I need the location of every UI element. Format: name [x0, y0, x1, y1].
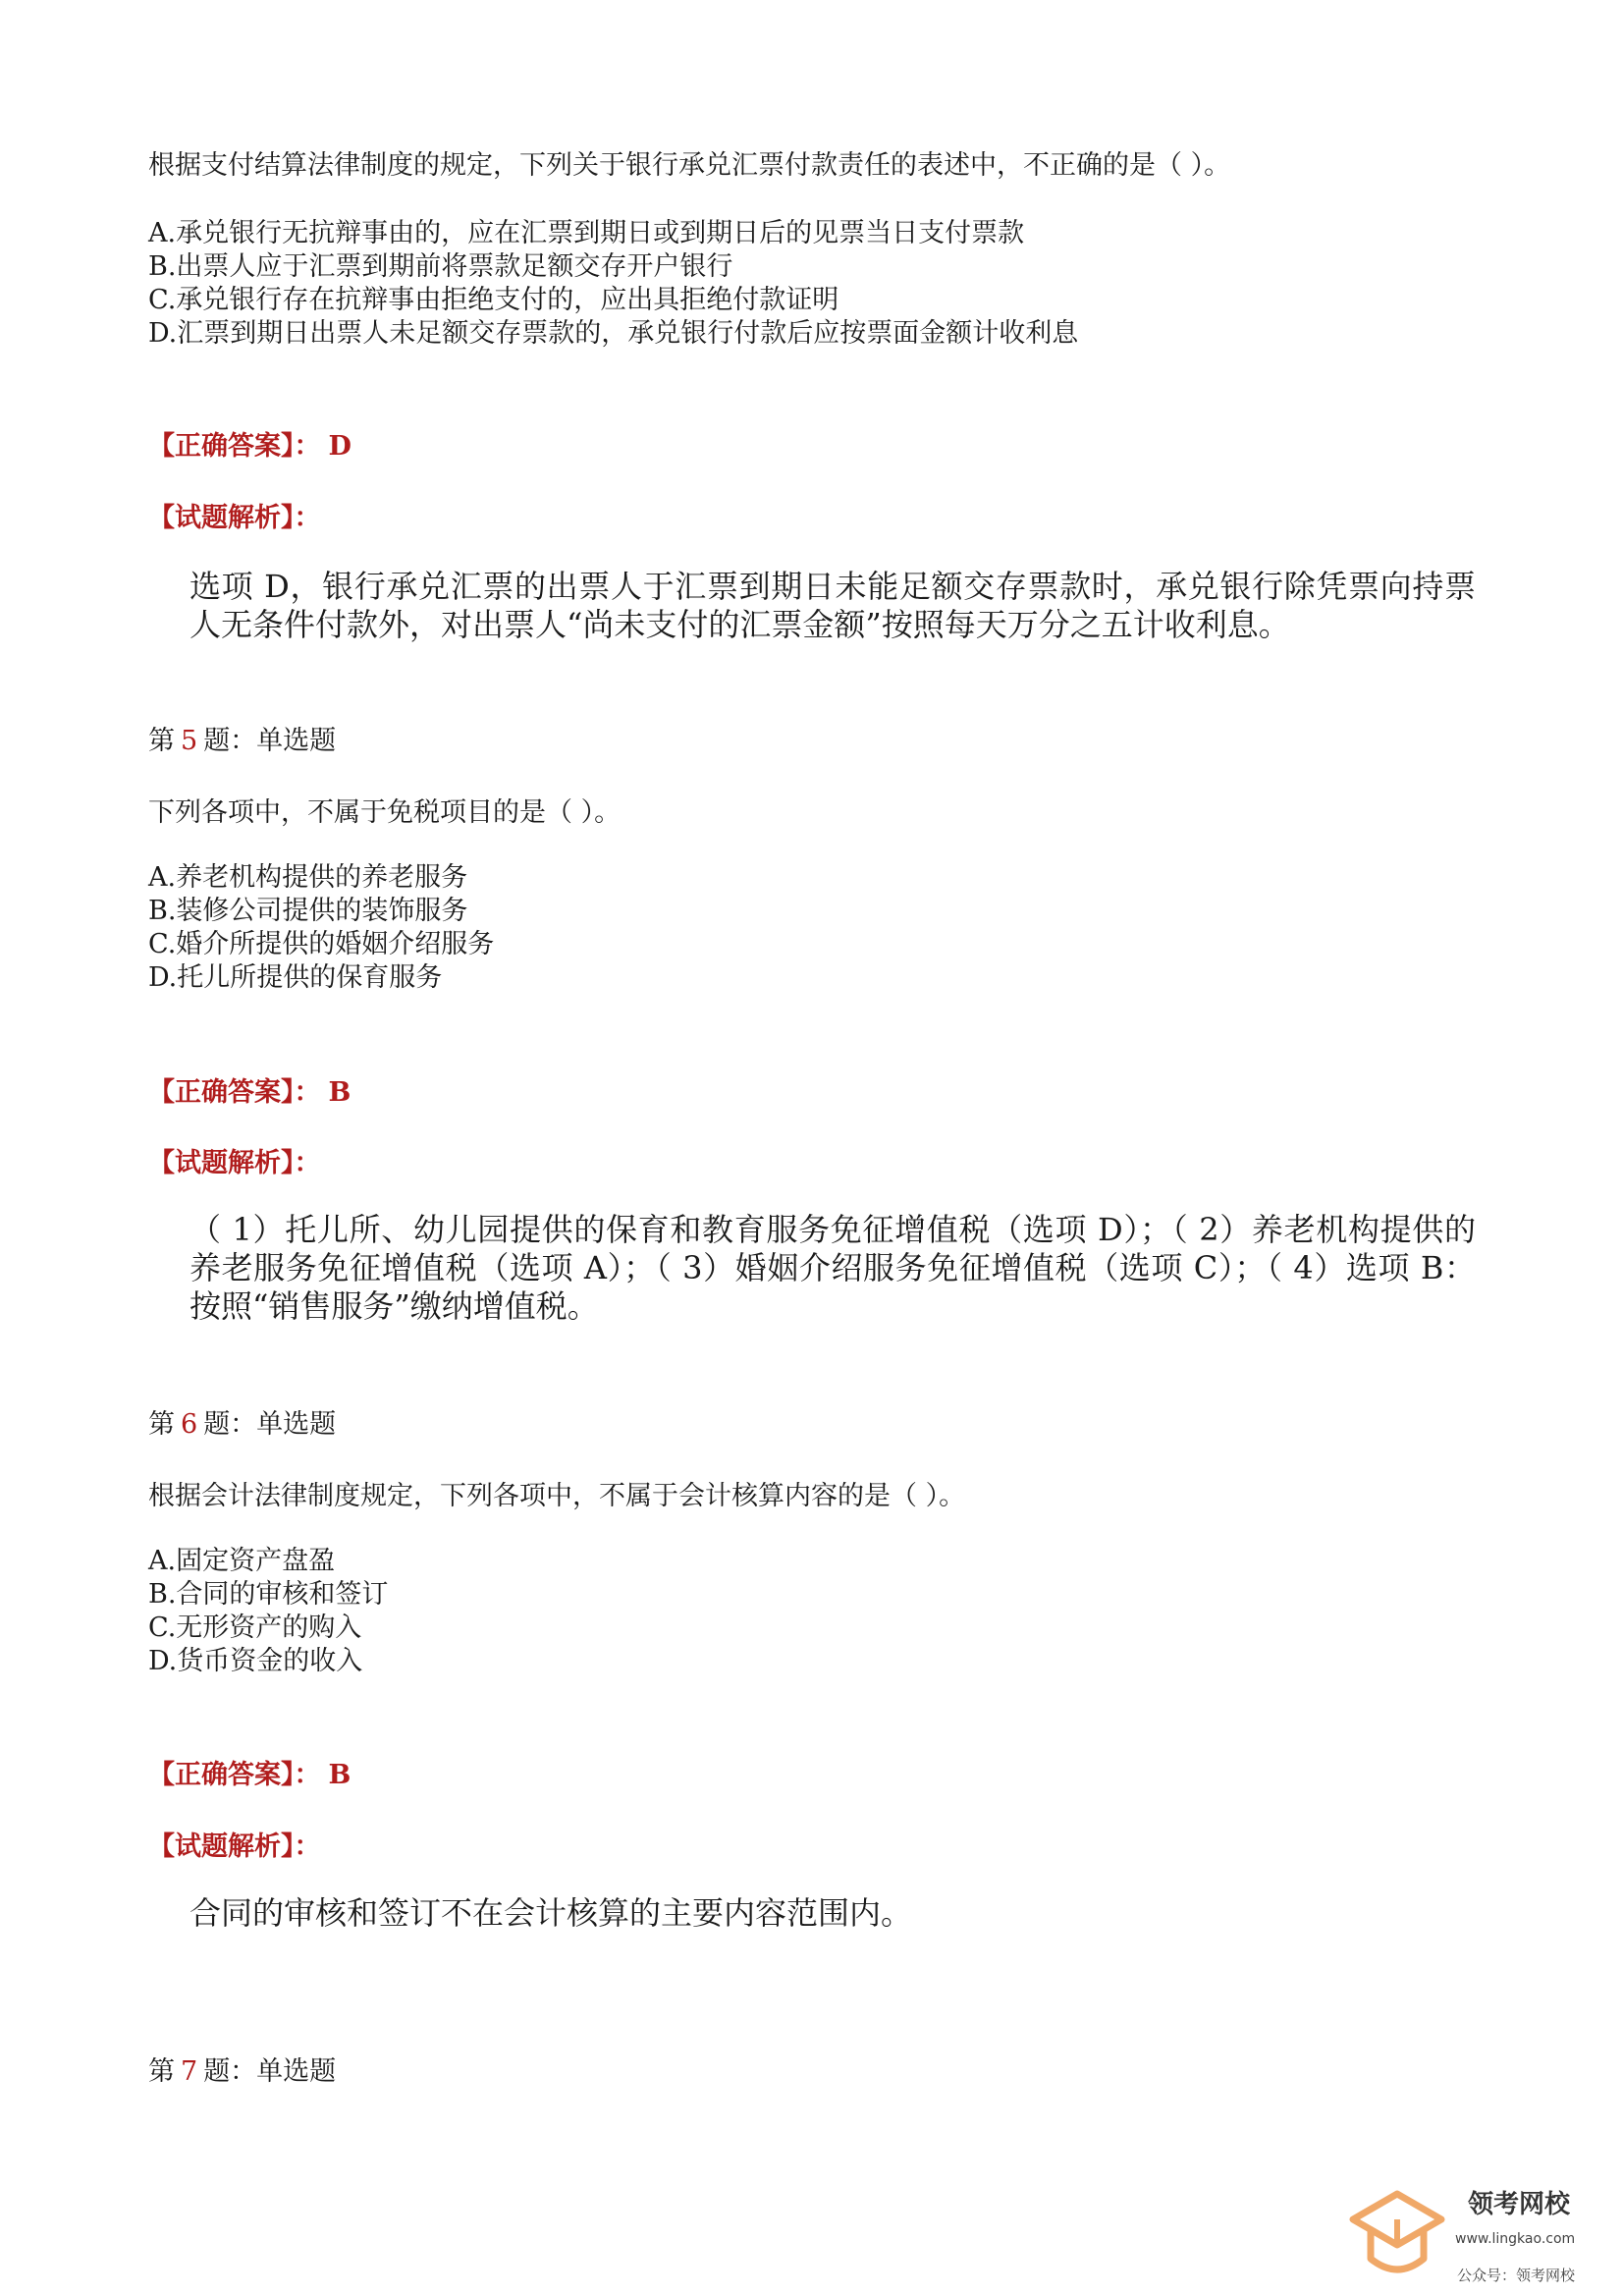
q7-prefix: 第 — [148, 2056, 175, 2087]
q6-answer — [148, 1753, 351, 1791]
q7-type: 题：单选题 — [203, 2056, 337, 2087]
q4-stem: 根据支付结算法律制度的规定，下列关于银行承兑汇票付款责任的表述中，不正确的是（ ）。 — [148, 150, 1231, 181]
logo-wechat: 公众号：领考网校 — [1457, 2267, 1576, 2284]
logo-brand: 领考网校 — [1468, 2190, 1571, 2219]
q4-option-b: B.出票人应于汇票到期前将票款足额交存开户银行 — [148, 251, 733, 282]
q6-analysis-label: 【试题解析】： — [148, 1831, 321, 1862]
q5-answer-value: B — [328, 1077, 352, 1108]
q6-answer-label: 【正确答案】： — [148, 1760, 321, 1790]
q4-option-d: D.汇票到期日出票人未足额交存票款的，承兑银行付款后应按票面金额计收利息 — [148, 318, 1079, 349]
q6-header — [148, 1402, 336, 1441]
q6-option-c: C.无形资产的购入 — [148, 1613, 362, 1643]
q6-options — [148, 1545, 388, 1678]
q5-type: 题：单选题 — [203, 726, 337, 756]
q5-answer-label: 【正确答案】： — [148, 1077, 321, 1108]
q6-stem: 根据会计法律制度规定，下列各项中，不属于会计核算内容的是（ ）。 — [148, 1481, 966, 1511]
q5-answer — [148, 1070, 351, 1109]
q6-prefix: 第 — [148, 1409, 175, 1440]
q6-option-b: B.合同的审核和签订 — [148, 1579, 389, 1610]
q5-stem: 下列各项中，不属于免税项目的是（ ）。 — [148, 797, 622, 828]
lingkao-logo — [1343, 2182, 1618, 2292]
q5-option-c: C.婚介所提供的婚姻介绍服务 — [148, 929, 495, 959]
logo-url: www.lingkao.com — [1455, 2231, 1576, 2247]
graduation-cap-icon — [1343, 2182, 1451, 2290]
q4-analysis: 选项 D，银行承兑汇票的出票人于汇票到期日未能足额交存票款时，承兑银行除凭票向持票人无条件付款外，对出票人“尚未支付的汇票金额”按照每天万分之五计收利息。 — [189, 568, 1476, 643]
q6-number: 6 — [181, 1409, 198, 1440]
q4-options — [148, 217, 1078, 351]
q6-analysis: 合同的审核和签订不在会计核算的主要内容范围内。 — [189, 1894, 913, 1932]
q5-analysis: （ 1）托儿所、幼儿园提供的保育和教育服务免征增值税（选项 D）；（ 2）养老机构提供的养老服务免征增值税（选项 A）；（ 3）婚姻介绍服务免征增值税（选项 C）；（ 4）选项 B：按照“销售服务”缴纳增值税。 — [189, 1211, 1476, 1325]
q5-header — [148, 719, 336, 757]
q4-answer — [148, 424, 352, 463]
q4-answer-value: D — [328, 431, 352, 462]
q5-number: 5 — [181, 726, 198, 756]
q5-option-d: D.托儿所提供的保育服务 — [148, 962, 443, 993]
q5-options — [148, 861, 494, 995]
q6-option-a: A.固定资产盘盈 — [148, 1546, 336, 1576]
q4-option-c: C.承兑银行存在抗辩事由拒绝支付的，应出具拒绝付款证明 — [148, 285, 839, 315]
q4-analysis-label: 【试题解析】： — [148, 503, 321, 533]
q5-option-b: B.装修公司提供的装饰服务 — [148, 896, 468, 926]
q6-option-d: D.货币资金的收入 — [148, 1646, 363, 1676]
q4-option-a: A.承兑银行无抗辩事由的，应在汇票到期日或到期日后的见票当日支付票款 — [148, 218, 1025, 248]
q5-option-a: A.养老机构提供的养老服务 — [148, 862, 468, 893]
q5-prefix: 第 — [148, 726, 175, 756]
q6-type: 题：单选题 — [203, 1409, 337, 1440]
q6-answer-value: B — [328, 1760, 352, 1790]
q7-number: 7 — [181, 2056, 198, 2087]
q4-answer-label: 【正确答案】： — [148, 431, 321, 462]
q7-header — [148, 2050, 336, 2088]
q5-analysis-label: 【试题解析】： — [148, 1148, 321, 1178]
